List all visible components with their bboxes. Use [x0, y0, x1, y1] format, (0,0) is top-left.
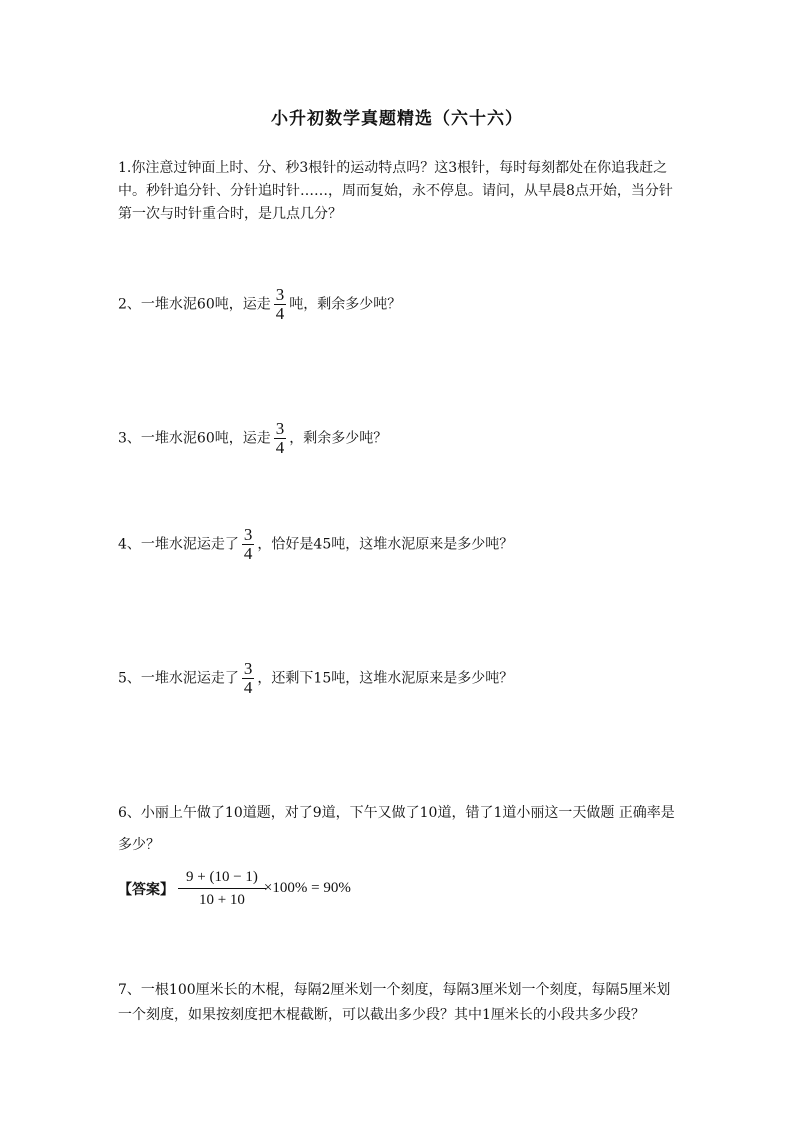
- fraction-denominator: 4: [275, 438, 285, 457]
- question-6: 6、小丽上午做了10道题，对了9道，下午又做了10道，错了1道小丽这一天做题 正确率是多少？: [118, 805, 675, 853]
- question-5: [118, 660, 678, 697]
- fraction-3-4: [242, 526, 255, 563]
- fraction-3-4: [242, 660, 255, 697]
- fraction-numerator: 3: [243, 659, 253, 678]
- fraction-numerator: 3: [275, 419, 285, 438]
- answer-6: [118, 866, 351, 911]
- answer-label: 【答案】: [118, 881, 174, 898]
- question-4-text-before: 4、一堆水泥运走了: [118, 536, 239, 553]
- question-5-text-before: 5、一堆水泥运走了: [118, 670, 239, 687]
- question-4: [118, 526, 678, 563]
- question-1: 1.你注意过钟面上时、分、秒3根针的运动特点吗？这3根针，每时每刻都处在你追我赶之中。秒针追分针、分针追时针……，周而复始，永不停息。请问，从早晨8点开始，当分针第一次与时针重合时，是几点几分？: [118, 160, 673, 222]
- question-4-text-after: ，恰好是45吨，这堆水泥原来是多少吨？: [257, 536, 514, 553]
- answer-numerator: 9 + (10 − 1): [186, 869, 258, 885]
- fraction-denominator: 4: [243, 544, 253, 563]
- answer-fraction: [182, 866, 262, 911]
- question-2-text-before: 2、一堆水泥60吨，运走: [118, 296, 271, 313]
- fraction-3-4: [274, 286, 287, 323]
- question-7: 7、一根100厘米长的木棍，每隔2厘米划一个刻度，每隔3厘米划一个刻度，每隔5厘米划一个刻度，如果按刻度把木棍截断，可以截出多少段？其中1厘米长的小段共多少段？: [118, 982, 671, 1023]
- page-title: 小升初数学真题精选（六十六）: [271, 109, 523, 129]
- fraction-denominator: 4: [243, 678, 253, 697]
- question-2-text-after: 吨，剩余多少吨？: [289, 296, 402, 313]
- fraction-3-4: [274, 420, 287, 457]
- question-3: [118, 420, 678, 457]
- question-3-text-before: 3、一堆水泥60吨，运走: [118, 430, 271, 447]
- question-3-text-after: ，剩余多少吨？: [289, 430, 388, 447]
- question-5-text-after: ，还剩下15吨，这堆水泥原来是多少吨？: [257, 670, 514, 687]
- answer-result: ×100% = 90%: [263, 880, 351, 896]
- fraction-denominator: 4: [275, 304, 285, 323]
- question-2: [118, 286, 678, 323]
- answer-denominator: 10 + 10: [178, 888, 266, 911]
- fraction-numerator: 3: [275, 285, 285, 304]
- fraction-numerator: 3: [243, 525, 253, 544]
